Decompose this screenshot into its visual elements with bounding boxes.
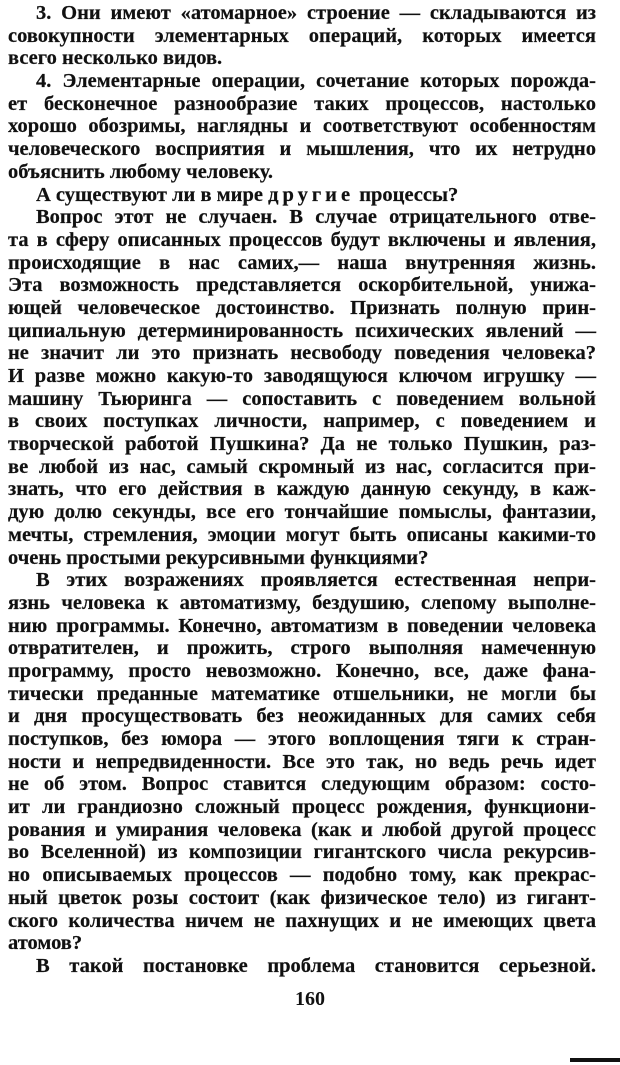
paragraph: [8, 955, 596, 978]
text-line: в своих поступках личности, например, с поведением и: [8, 410, 596, 433]
text-line: ности и непредвиденности. Все это так, но ведь речь идет: [8, 750, 596, 773]
text-line: нию программы. Конечно, автоматизм в поведении человека: [8, 614, 596, 637]
text-line: очень простыми рекурсивными функциями?: [8, 546, 429, 569]
text-line: мечты, стремления, эмоции могут быть описаны какими-то: [8, 523, 596, 546]
text-line: В такой постановке проблема становится серьезной.: [36, 954, 596, 977]
text-line: 3. Они имеют «атомарное» строение — складываются из: [36, 2, 596, 24]
paragraph: [8, 206, 596, 569]
text-line: программу, просто невозможно. Конечно, все, даже фана-: [8, 659, 596, 682]
page-number: 160: [295, 988, 325, 1010]
text-line: и дня просуществовать без неожиданных для самих себя: [8, 705, 596, 728]
text-line: В этих возражениях проявляется естественная непри-: [36, 569, 596, 592]
text-line: ет бесконечное разнообразие таких процессов, настолько: [8, 92, 596, 115]
text-line: ный цветок розы состоит (как физическое тело) из гигант-: [8, 886, 596, 909]
text-line: Вопрос этот не случаен. В случае отрицательного отве-: [36, 206, 596, 229]
text-line: тически преданные математике отшельники, не могли бы: [8, 682, 596, 705]
paragraph: [8, 2, 596, 70]
paragraph: [8, 184, 596, 207]
text-line: творческой работой Пушкина? Да не только Пушкин, раз-: [8, 433, 596, 456]
text-line: человеческого восприятия и мышления, что их нетрудно: [8, 138, 596, 161]
text-line: 4. Элементарные операции, сочетание которых порожда-: [36, 70, 596, 93]
paragraph: [8, 569, 596, 955]
text-line: ского количества ничем не пахнущих и не имеющих цвета: [8, 909, 596, 932]
text-line: хорошо обозримы, наглядны и соответствуют особенностям: [8, 115, 596, 138]
page-text: [8, 2, 596, 978]
text-line: рования и умирания человека (как и любой другой процесс: [8, 818, 596, 841]
text-line: поступков, без юмора — этого воплощения тяги к стран-: [8, 728, 596, 750]
text-line: А существуют ли в мире другие процессы?: [36, 183, 459, 206]
text-line: происходящие в нас самих,— наша внутренняя жизнь.: [8, 251, 596, 274]
text-line: не об этом. Вопрос ставится следующим образом: состо-: [8, 773, 596, 796]
text-line: машину Тьюринга — сопоставить с поведением вольной: [8, 387, 596, 410]
text-line: ципиальную детерминированность психических явлений —: [8, 319, 596, 342]
text-line: ит ли грандиозно сложный процесс рождения, функциони-: [8, 796, 596, 819]
text-line: объяснить любому человеку.: [8, 160, 274, 183]
text-line: но описываемых процессов — подобно тому, как прекрас-: [8, 864, 596, 887]
text-line: язнь человека к автоматизму, бездушию, слепому выполне-: [8, 591, 596, 614]
paragraph: [8, 70, 596, 183]
text-line: ющей человеческое достоинство. Признать полную прин-: [8, 296, 596, 319]
emphasized-word: другие: [268, 183, 355, 206]
text-line: атомов?: [8, 932, 83, 955]
footer-rule: [570, 1058, 620, 1062]
text-line: Эта возможность представляется оскорбительной, унижа-: [8, 274, 596, 297]
text-line: ве любой из нас, самый скромный из нас, согласится при-: [8, 455, 596, 478]
text-line: И разве можно какую-то заводящуюся ключом игрушку —: [8, 365, 596, 387]
text-line: во Вселенной) из композиции гигантского числа рекурсив-: [8, 841, 596, 864]
text-line: дую долю секунды, все его тончайшие помыслы, фантазии,: [8, 501, 596, 524]
text-line: знать, что его действия в каждую данную секунду, в каж-: [8, 478, 596, 501]
text-line: отвратителен, и прожить, строго выполняя намеченную: [8, 637, 596, 660]
text-line: всего несколько видов.: [8, 47, 223, 70]
text-line: не значит ли это признать несвободу поведения человека?: [8, 342, 596, 365]
text-line: совокупности элементарных операций, которых имеется: [8, 24, 596, 47]
text-line: та в сферу описанных процессов будут включены и явления,: [8, 228, 596, 251]
